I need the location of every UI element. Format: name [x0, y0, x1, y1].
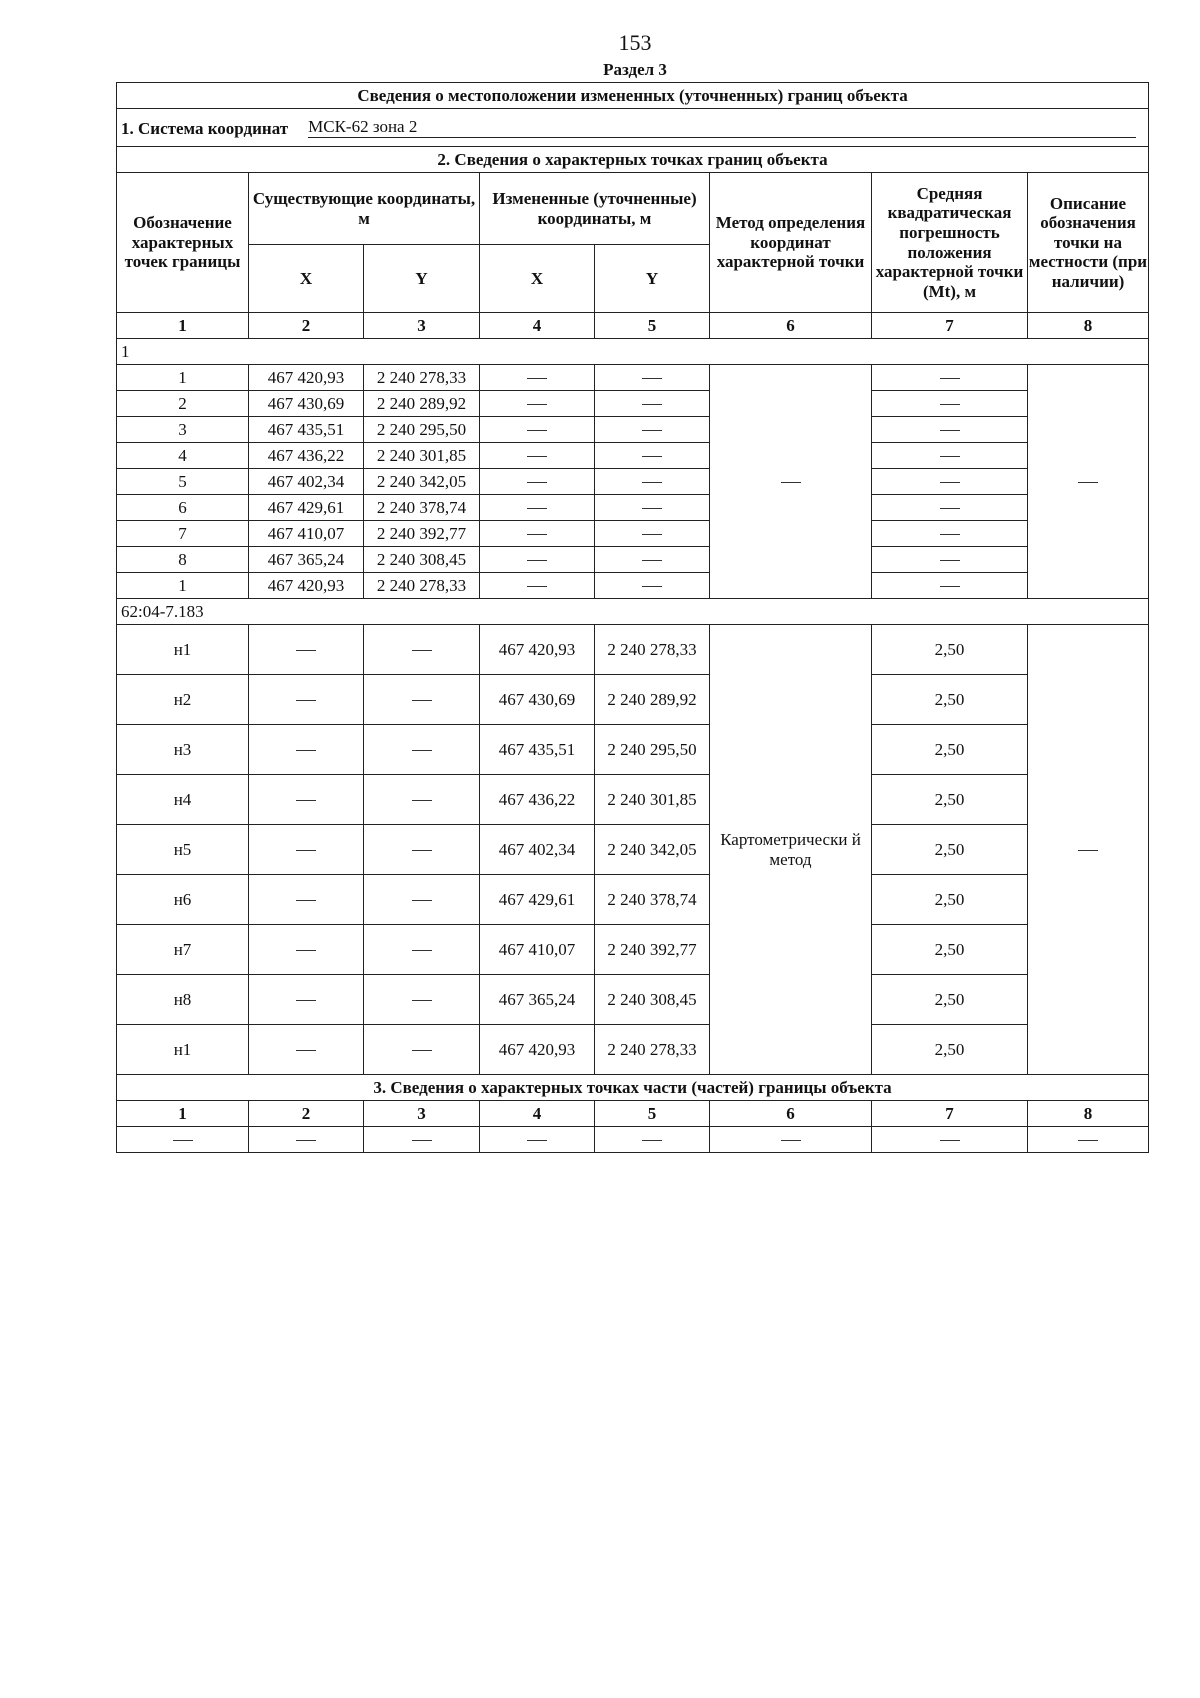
existing-x: 467 402,34: [249, 469, 364, 495]
existing-y: [364, 925, 480, 975]
existing-x: 467 436,22: [249, 443, 364, 469]
mean-error: [872, 521, 1028, 547]
changed-y: [595, 417, 710, 443]
column-number: 2: [249, 313, 364, 339]
point-id: н1: [117, 1025, 249, 1075]
empty-cell: [595, 1127, 710, 1153]
dash-mark: [940, 1140, 960, 1141]
dash-mark: [642, 1140, 662, 1141]
point-id: н3: [117, 725, 249, 775]
point-id: н7: [117, 925, 249, 975]
changed-x: 467 365,24: [480, 975, 595, 1025]
existing-y: [364, 1025, 480, 1075]
changed-x: [480, 469, 595, 495]
changed-y: 2 240 342,05: [595, 825, 710, 875]
column-number: 6: [710, 1101, 872, 1127]
column-numbers-row: [117, 1101, 1149, 1127]
changed-x: [480, 417, 595, 443]
mean-error: 2,50: [872, 1025, 1028, 1075]
dash-mark: [527, 534, 547, 535]
dash-mark: [940, 404, 960, 405]
existing-y: 2 240 278,33: [364, 365, 480, 391]
point-id: 6: [117, 495, 249, 521]
dash-mark: [642, 586, 662, 587]
existing-y: 2 240 308,45: [364, 547, 480, 573]
empty-cell: [117, 1127, 249, 1153]
dash-mark: [412, 1000, 432, 1001]
table-row: [117, 725, 1149, 775]
existing-x: 467 365,24: [249, 547, 364, 573]
empty-cell: [872, 1127, 1028, 1153]
changed-y: 2 240 308,45: [595, 975, 710, 1025]
dash-mark: [412, 900, 432, 901]
header-existing-x: X: [249, 245, 364, 313]
table-row: [117, 365, 1149, 391]
dash-mark: [296, 700, 316, 701]
existing-y: [364, 825, 480, 875]
dash-mark: [296, 850, 316, 851]
table-row: [117, 1025, 1149, 1075]
existing-x: [249, 975, 364, 1025]
existing-x: 467 435,51: [249, 417, 364, 443]
dash-mark: [296, 1140, 316, 1141]
part2-title: 2. Сведения о характерных точках границ объекта: [117, 147, 1149, 173]
existing-x: [249, 675, 364, 725]
existing-x: [249, 825, 364, 875]
header-description: Описание обозначения точки на местности (при наличии): [1028, 173, 1149, 313]
empty-cell: [364, 1127, 480, 1153]
changed-y: 2 240 278,33: [595, 1025, 710, 1075]
existing-x: [249, 625, 364, 675]
changed-x: 467 402,34: [480, 825, 595, 875]
point-id: 2: [117, 391, 249, 417]
existing-y: 2 240 289,92: [364, 391, 480, 417]
point-id: н4: [117, 775, 249, 825]
existing-y: 2 240 378,74: [364, 495, 480, 521]
dash-mark: [296, 950, 316, 951]
dash-mark: [527, 586, 547, 587]
method-cell: Картометрически й метод: [710, 625, 872, 1075]
changed-y: [595, 469, 710, 495]
mean-error: [872, 495, 1028, 521]
group1-label: 1: [117, 339, 1149, 365]
existing-x: 467 429,61: [249, 495, 364, 521]
column-number: 4: [480, 1101, 595, 1127]
dash-mark: [527, 404, 547, 405]
changed-y: [595, 391, 710, 417]
dash-mark: [940, 586, 960, 587]
changed-x: 467 430,69: [480, 675, 595, 725]
mean-error: [872, 365, 1028, 391]
dash-mark: [940, 378, 960, 379]
dash-mark: [642, 560, 662, 561]
mean-error: 2,50: [872, 625, 1028, 675]
changed-y: [595, 521, 710, 547]
empty-cell: [480, 1127, 595, 1153]
dash-mark: [940, 430, 960, 431]
column-number: 3: [364, 313, 480, 339]
changed-y: 2 240 289,92: [595, 675, 710, 725]
changed-x: 467 436,22: [480, 775, 595, 825]
dash-mark: [940, 482, 960, 483]
mean-error: [872, 417, 1028, 443]
column-number: 5: [595, 313, 710, 339]
description-cell: [1028, 365, 1149, 599]
part3-empty-row: [117, 1127, 1149, 1153]
changed-y: 2 240 378,74: [595, 875, 710, 925]
dash-mark: [296, 650, 316, 651]
table-row: [117, 443, 1149, 469]
column-number: 6: [710, 313, 872, 339]
dash-mark: [940, 456, 960, 457]
column-number: 8: [1028, 313, 1149, 339]
dash-mark: [642, 404, 662, 405]
existing-y: [364, 675, 480, 725]
point-id: н1: [117, 625, 249, 675]
column-number: 3: [364, 1101, 480, 1127]
mean-error: [872, 391, 1028, 417]
mean-error: [872, 469, 1028, 495]
header-changed-x: X: [480, 245, 595, 313]
changed-y: [595, 365, 710, 391]
mean-error: 2,50: [872, 975, 1028, 1025]
column-number: 7: [872, 313, 1028, 339]
changed-y: 2 240 295,50: [595, 725, 710, 775]
existing-y: 2 240 342,05: [364, 469, 480, 495]
changed-x: 467 420,93: [480, 1025, 595, 1075]
existing-y: [364, 975, 480, 1025]
method-cell: [710, 365, 872, 599]
table-row: [117, 495, 1149, 521]
existing-x: 467 420,93: [249, 573, 364, 599]
existing-y: 2 240 278,33: [364, 573, 480, 599]
mean-error: [872, 573, 1028, 599]
table-row: [117, 825, 1149, 875]
point-id: 1: [117, 365, 249, 391]
point-id: н6: [117, 875, 249, 925]
existing-x: 467 430,69: [249, 391, 364, 417]
table-row: [117, 547, 1149, 573]
dash-mark: [527, 1140, 547, 1141]
coord-system-value: МСК-62 зона 2: [308, 117, 1136, 139]
table-row: [117, 975, 1149, 1025]
mean-error: [872, 443, 1028, 469]
table-row: [117, 521, 1149, 547]
existing-y: [364, 625, 480, 675]
changed-x: 467 435,51: [480, 725, 595, 775]
dash-mark: [527, 378, 547, 379]
mean-error: [872, 547, 1028, 573]
existing-x: [249, 1025, 364, 1075]
dash-mark: [781, 1140, 801, 1141]
existing-x: 467 410,07: [249, 521, 364, 547]
dash-mark: [1078, 1140, 1098, 1141]
empty-cell: [710, 1127, 872, 1153]
dash-mark: [412, 1140, 432, 1141]
column-number: 1: [117, 313, 249, 339]
dash-mark: [412, 850, 432, 851]
dash-mark: [412, 750, 432, 751]
table-row: [117, 625, 1149, 675]
changed-x: [480, 547, 595, 573]
changed-x: 467 420,93: [480, 625, 595, 675]
dash-mark: [1078, 850, 1098, 851]
existing-y: 2 240 295,50: [364, 417, 480, 443]
coord-system-label: 1. Система координат: [121, 118, 289, 138]
dash-mark: [527, 430, 547, 431]
column-numbers-row: [117, 313, 1149, 339]
existing-y: [364, 725, 480, 775]
existing-x: 467 420,93: [249, 365, 364, 391]
point-id: н5: [117, 825, 249, 875]
column-number: 7: [872, 1101, 1028, 1127]
header-mean-error: Средняя квадратическая погрешность положения характерной точки (Mt), м: [872, 173, 1028, 313]
table-row: [117, 573, 1149, 599]
changed-x: [480, 573, 595, 599]
mean-error: 2,50: [872, 825, 1028, 875]
changed-x: [480, 443, 595, 469]
point-id: 5: [117, 469, 249, 495]
dash-mark: [642, 508, 662, 509]
boundary-table: [116, 82, 1149, 1153]
dash-mark: [412, 950, 432, 951]
mean-error: 2,50: [872, 925, 1028, 975]
changed-x: [480, 365, 595, 391]
existing-y: 2 240 301,85: [364, 443, 480, 469]
group2-label: 62:04-7.183: [117, 599, 1149, 625]
dash-mark: [412, 800, 432, 801]
existing-x: [249, 925, 364, 975]
table-row: [117, 925, 1149, 975]
empty-cell: [1028, 1127, 1149, 1153]
dash-mark: [296, 900, 316, 901]
empty-cell: [249, 1127, 364, 1153]
point-id: н8: [117, 975, 249, 1025]
table-row: [117, 875, 1149, 925]
dash-mark: [940, 534, 960, 535]
changed-x: 467 429,61: [480, 875, 595, 925]
dash-mark: [642, 534, 662, 535]
mean-error: 2,50: [872, 725, 1028, 775]
table-row: [117, 675, 1149, 725]
table-row: [117, 417, 1149, 443]
dash-mark: [296, 800, 316, 801]
point-id: н2: [117, 675, 249, 725]
column-number: 8: [1028, 1101, 1149, 1127]
table-title: Сведения о местоположении измененных (уточненных) границ объекта: [117, 83, 1149, 109]
existing-x: [249, 725, 364, 775]
dash-mark: [527, 508, 547, 509]
changed-x: [480, 495, 595, 521]
dash-mark: [527, 560, 547, 561]
point-id: 8: [117, 547, 249, 573]
point-id: 4: [117, 443, 249, 469]
dash-mark: [642, 378, 662, 379]
existing-y: 2 240 392,77: [364, 521, 480, 547]
dash-mark: [527, 456, 547, 457]
header-changed-y: Y: [595, 245, 710, 313]
changed-y: 2 240 392,77: [595, 925, 710, 975]
mean-error: 2,50: [872, 675, 1028, 725]
changed-y: [595, 443, 710, 469]
description-cell: [1028, 625, 1149, 1075]
header-changed-coords: Измененные (уточненные) координаты, м: [480, 173, 710, 245]
point-id: 7: [117, 521, 249, 547]
part3-title: 3. Сведения о характерных точках части (частей) границы объекта: [117, 1075, 1149, 1101]
dash-mark: [296, 750, 316, 751]
header-existing-y: Y: [364, 245, 480, 313]
changed-y: [595, 547, 710, 573]
changed-y: 2 240 301,85: [595, 775, 710, 825]
column-number: 5: [595, 1101, 710, 1127]
dash-mark: [412, 700, 432, 701]
dash-mark: [1078, 482, 1098, 483]
changed-x: [480, 521, 595, 547]
column-number: 1: [117, 1101, 249, 1127]
column-number: 4: [480, 313, 595, 339]
dash-mark: [412, 650, 432, 651]
header-existing-coords: Существующие координаты, м: [249, 173, 480, 245]
table-row: [117, 469, 1149, 495]
page-number: 153: [618, 30, 652, 55]
dash-mark: [940, 508, 960, 509]
existing-x: [249, 875, 364, 925]
dash-mark: [527, 482, 547, 483]
column-number: 2: [249, 1101, 364, 1127]
dash-mark: [642, 430, 662, 431]
coord-system-row: [117, 109, 1149, 147]
changed-y: [595, 495, 710, 521]
header-method: Метод определения координат характерной точки: [710, 173, 872, 313]
point-id: 3: [117, 417, 249, 443]
dash-mark: [781, 482, 801, 483]
existing-x: [249, 775, 364, 825]
table-row: [117, 391, 1149, 417]
dash-mark: [642, 456, 662, 457]
mean-error: 2,50: [872, 875, 1028, 925]
header-point-designation: Обозначение характерных точек границы: [117, 173, 249, 313]
existing-y: [364, 875, 480, 925]
changed-x: [480, 391, 595, 417]
table-row: [117, 775, 1149, 825]
mean-error: 2,50: [872, 775, 1028, 825]
point-id: 1: [117, 573, 249, 599]
section-title: Раздел 3: [603, 60, 667, 79]
dash-mark: [296, 1000, 316, 1001]
dash-mark: [173, 1140, 193, 1141]
existing-y: [364, 775, 480, 825]
dash-mark: [940, 560, 960, 561]
dash-mark: [296, 1050, 316, 1051]
dash-mark: [642, 482, 662, 483]
changed-x: 467 410,07: [480, 925, 595, 975]
changed-y: [595, 573, 710, 599]
changed-y: 2 240 278,33: [595, 625, 710, 675]
dash-mark: [412, 1050, 432, 1051]
